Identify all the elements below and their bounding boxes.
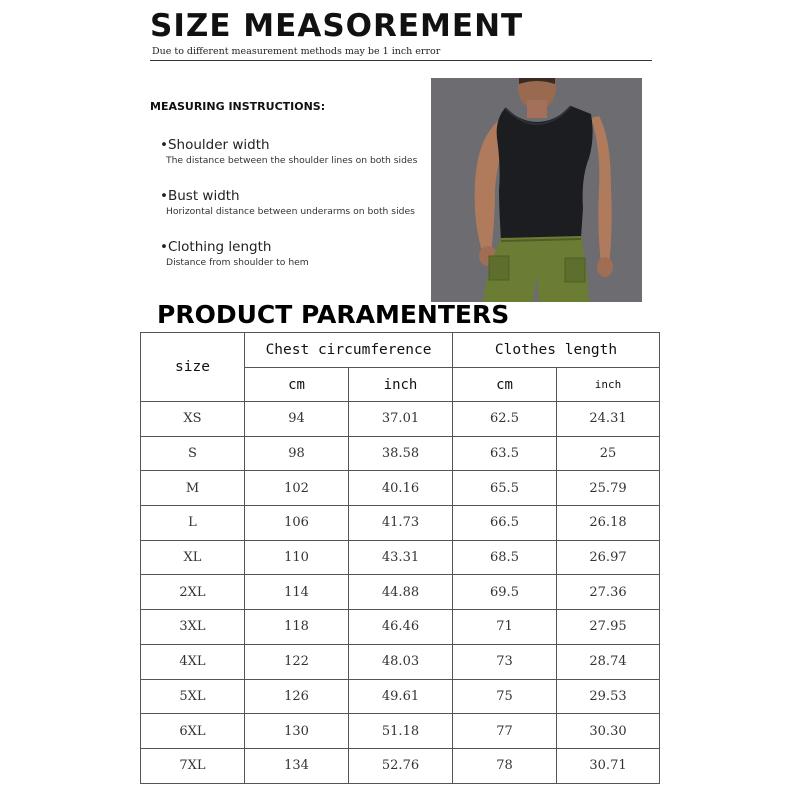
- length-inch-cell: 25: [557, 436, 660, 471]
- length-inch-cell: 26.18: [557, 506, 660, 541]
- table-row: [141, 471, 660, 506]
- size-cell: 7XL: [141, 748, 245, 783]
- size-cell: 3XL: [141, 610, 245, 645]
- length-inch-header: inch: [557, 368, 660, 402]
- chest-cm-header: cm: [245, 368, 349, 402]
- model-photo: [431, 78, 642, 302]
- model-illustration: [431, 78, 642, 302]
- chest-cm-cell: 134: [245, 748, 349, 783]
- chest-inch-cell: 48.03: [349, 644, 453, 679]
- length-inch-cell: 26.97: [557, 540, 660, 575]
- size-cell: 4XL: [141, 644, 245, 679]
- length-cm-cell: 78: [453, 748, 557, 783]
- table-row: [141, 402, 660, 437]
- size-cell: M: [141, 471, 245, 506]
- chest-inch-cell: 49.61: [349, 679, 453, 714]
- size-cell: 6XL: [141, 714, 245, 749]
- length-inch-cell: 25.79: [557, 471, 660, 506]
- instruction-description: The distance between the shoulder lines on both sides: [166, 155, 418, 166]
- table-row: [141, 610, 660, 645]
- length-inch-cell: 29.53: [557, 679, 660, 714]
- chest-inch-cell: 52.76: [349, 748, 453, 783]
- length-inch-cell: 28.74: [557, 644, 660, 679]
- size-cell: 2XL: [141, 575, 245, 610]
- chest-inch-cell: 51.18: [349, 714, 453, 749]
- size-column-header: size: [141, 333, 245, 402]
- length-inch-cell: 30.71: [557, 748, 660, 783]
- size-cell: S: [141, 436, 245, 471]
- chest-cm-cell: 110: [245, 540, 349, 575]
- length-cm-cell: 65.5: [453, 471, 557, 506]
- chest-cm-cell: 118: [245, 610, 349, 645]
- instruction-name: •Shoulder width: [160, 137, 270, 153]
- table-row: [141, 679, 660, 714]
- chest-inch-cell: 46.46: [349, 610, 453, 645]
- length-cm-cell: 73: [453, 644, 557, 679]
- table-row: [141, 748, 660, 783]
- product-parameters-title: PRODUCT PARAMENTERS: [157, 300, 510, 329]
- length-inch-cell: 24.31: [557, 402, 660, 437]
- table-row: [141, 506, 660, 541]
- instruction-name: •Bust width: [160, 188, 240, 204]
- chest-inch-cell: 38.58: [349, 436, 453, 471]
- table-row: [141, 575, 660, 610]
- instruction-description: Distance from shoulder to hem: [166, 257, 309, 268]
- table-header-row: [141, 333, 660, 368]
- chest-inch-header: inch: [349, 368, 453, 402]
- chest-inch-cell: 43.31: [349, 540, 453, 575]
- chest-inch-cell: 41.73: [349, 506, 453, 541]
- length-cm-header: cm: [453, 368, 557, 402]
- length-cm-cell: 71: [453, 610, 557, 645]
- chest-inch-cell: 37.01: [349, 402, 453, 437]
- measurement-error-note: Due to different measurement methods may be 1 inch error: [152, 46, 441, 57]
- page-title: SIZE MEASOREMENT: [150, 8, 524, 44]
- instruction-description: Horizontal distance between underarms on both sides: [166, 206, 415, 217]
- title-divider: [150, 60, 652, 61]
- chest-cm-cell: 114: [245, 575, 349, 610]
- chest-cm-cell: 130: [245, 714, 349, 749]
- size-cell: L: [141, 506, 245, 541]
- length-inch-cell: 27.95: [557, 610, 660, 645]
- length-cm-cell: 63.5: [453, 436, 557, 471]
- clothes-length-header: Clothes length: [453, 333, 660, 368]
- length-cm-cell: 75: [453, 679, 557, 714]
- chest-inch-cell: 44.88: [349, 575, 453, 610]
- instruction-shoulder-width: [160, 137, 417, 166]
- chest-cm-cell: 126: [245, 679, 349, 714]
- table-row: [141, 714, 660, 749]
- chest-cm-cell: 94: [245, 402, 349, 437]
- table-row: [141, 436, 660, 471]
- length-cm-cell: 69.5: [453, 575, 557, 610]
- chest-circumference-header: Chest circumference: [245, 333, 453, 368]
- length-inch-cell: 27.36: [557, 575, 660, 610]
- size-cell: 5XL: [141, 679, 245, 714]
- chest-cm-cell: 102: [245, 471, 349, 506]
- length-inch-cell: 30.30: [557, 714, 660, 749]
- chest-cm-cell: 98: [245, 436, 349, 471]
- instruction-bust-width: [160, 188, 415, 217]
- size-cell: XS: [141, 402, 245, 437]
- length-cm-cell: 77: [453, 714, 557, 749]
- instruction-clothing-length: [160, 239, 309, 268]
- table-row: [141, 540, 660, 575]
- size-cell: XL: [141, 540, 245, 575]
- size-chart-table: [140, 332, 660, 784]
- table-row: [141, 644, 660, 679]
- chest-inch-cell: 40.16: [349, 471, 453, 506]
- instructions-heading: MEASURING INSTRUCTIONS:: [150, 100, 326, 113]
- chest-cm-cell: 122: [245, 644, 349, 679]
- length-cm-cell: 62.5: [453, 402, 557, 437]
- length-cm-cell: 66.5: [453, 506, 557, 541]
- length-cm-cell: 68.5: [453, 540, 557, 575]
- chest-cm-cell: 106: [245, 506, 349, 541]
- instruction-name: •Clothing length: [160, 239, 272, 255]
